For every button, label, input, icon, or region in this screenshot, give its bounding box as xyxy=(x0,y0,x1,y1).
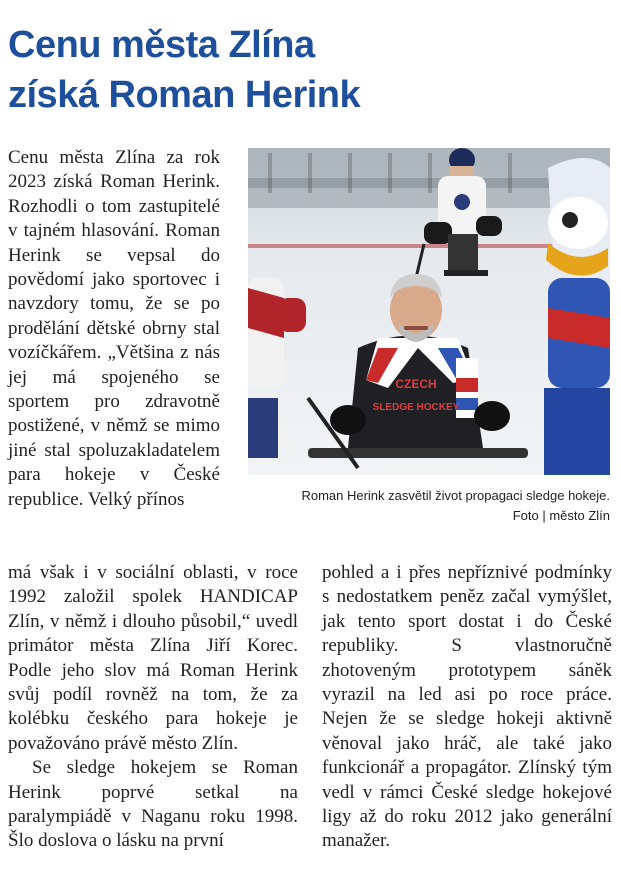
article-intro: Cenu města Zlína za rok 2023 získá Roman Herink. Rozhodli o tom zastupitelé v tajném hlasování. Roman Herink se vepsal do povědomí jako sportovec i navzdory tomu, že se po prodělání dětské obrny stal vozíčkářem. „Většina z nás jej má spojeného se sportem pro zdravotně postižené, v němž se mimo jiné stal spoluzakladatelem para hokeje v České republice. Velký přínos xyxy=(8,147,220,510)
article-photo xyxy=(248,148,610,475)
jersey-text-1: CZECH xyxy=(395,377,437,391)
article-headline xyxy=(8,20,608,120)
photo-caption: Roman Herink zasvětil život propagaci sledge hokeje. xyxy=(301,488,610,503)
article-column-left xyxy=(8,561,298,854)
article-paragraph-1-continued: má však i v sociální oblasti, v roce 1992 založil spolek HANDICAP Zlín, v němž i dlouho působil,“ uvedl primátor města Zlína Jiří Korec. Podle jeho slov má Roman Herink svůj podíl rovněž na tom, že za kolébku českého para hokeje je považováno právě město Zlín. xyxy=(8,562,298,754)
photo-caption-block xyxy=(248,486,610,526)
article-paragraph-2: Se sledge hokejem se Roman Herink poprvé setkal na paralympiádě v Naganu roku 1998. Šlo doslova o lásku na první xyxy=(8,757,298,852)
article-column-right xyxy=(322,561,612,854)
article-paragraph-2-continued: pohled a i přes nepříznivé podmínky s nedostatkem peněz začal vymýšlet, jak tento sport dostat i do České republiky. S vlastnoručně zhotoveným prototypem sáněk vyrazil na led asi po roce práce. Nejen že se sledge hokeji aktivně věnoval jako hráč, ale také jako funkcionář a propagátor. Zlínský tým vedl v rámci České sledge hokejové ligy až do roku 2012 jako generální manažer. xyxy=(322,562,612,852)
headline-line-2: získá Roman Herink xyxy=(8,74,361,116)
headline-line-1: Cenu města Zlína xyxy=(8,24,315,66)
sledge-hockey-photo xyxy=(248,148,610,475)
jersey-text-2: SLEDGE HOCKEY xyxy=(372,402,460,413)
photo-credit: Foto | město Zlín xyxy=(512,508,610,523)
